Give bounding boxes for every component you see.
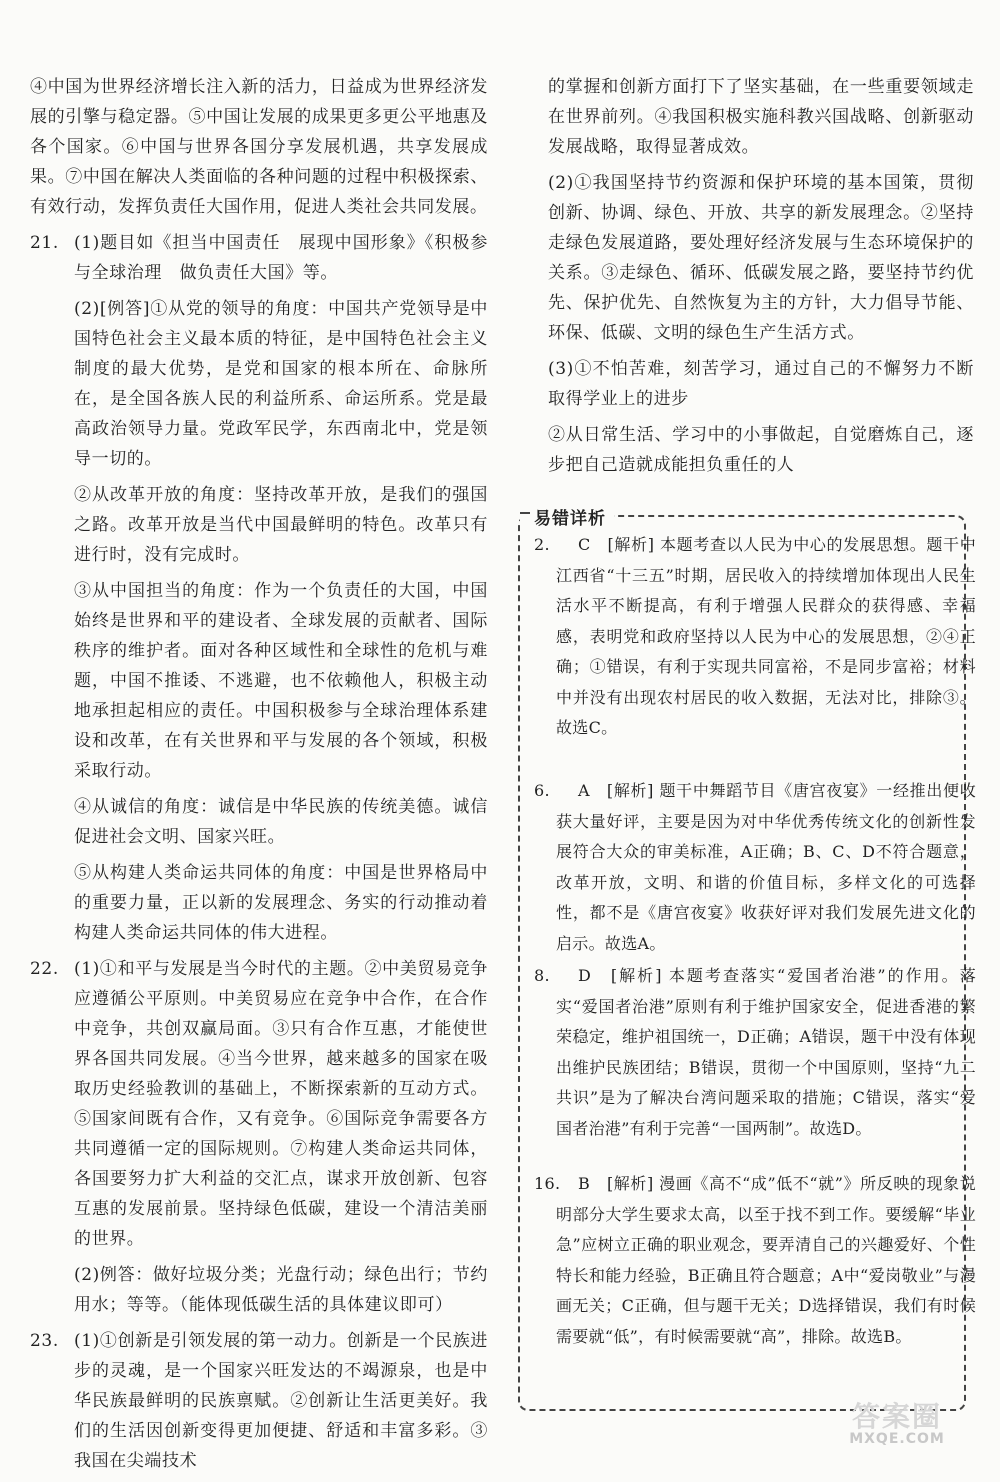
q21-part3: ②从改革开放的角度：坚持改革开放，是我们的强国之路。改革开放是当代中国最鲜明的特色。改革只有进行时，没有完成时。 [74, 485, 488, 565]
q23-part3: (3)①不怕苦难，刻苦学习，通过自己的不懈努力不断取得学业上的进步 [548, 359, 974, 409]
question-22 [30, 954, 488, 1320]
q21-part5: ④从诚信的角度：诚信是中华民族的传统美德。诚信促进社会文明、国家兴旺。 [74, 797, 488, 847]
q23-part1 [30, 1326, 488, 1476]
answer-number: 2. [534, 535, 550, 554]
q21-part1 [30, 228, 488, 288]
right-column [548, 72, 974, 486]
left-column [30, 72, 488, 1482]
q21-part4: ③从中国担当的角度：作为一个负责任的大国，中国始终是世界和平的建设者、全球发展的贡献者、国际秩序的维护者。面对各种区域性和全球性的危机与难题，中国不推诿、不逃避，也不依赖他人，积极主动地承担起相应的责任。中国积极参与全球治理体系建设和改革，在有关世界和平与发展的各个领域，积极采取行动。 [74, 581, 488, 781]
answer-text: C [解析] 本题考查以人民为中心的发展思想。题干中江西省“十三五”时期，居民收入的持续增加体现出人民生活水平不断提高，有利于增强人民群众的获得感、幸福感，表明党和政府坚持以人民为中心的发展思想，②④正确；①错误，有利于实现共同富裕，不是同步富裕；材料中并没有出现农村居民的收入数据，无法对比，排除③。故选C。 [556, 535, 976, 737]
q23-part1-text: (1)①创新是引领发展的第一动力。创新是一个民族进步的灵魂，是一个国家兴旺发达的不竭源泉，也是中华民族最鲜明的民族禀赋。②创新让生活更美好。我们的生活因创新变得更加便捷、舒适和丰富多彩。③我国在尖端技术 [74, 1331, 488, 1471]
q21-part1-text: (1)题目如《担当中国责任 展现中国形象》《积极参与全球治理 做负责任大国》等。 [74, 233, 488, 283]
q23-part3-item2: ②从日常生活、学习中的小事做起，自觉磨炼自己，逐步把自己造就成能担负重任的人 [548, 425, 974, 475]
answer-item-16 [534, 1169, 976, 1352]
q21-number: 21. [30, 233, 59, 253]
answer-number: 6. [534, 781, 550, 800]
q22-part1-text: (1)①和平与发展是当今时代的主题。②中美贸易竞争应遵循公平原则。中美贸易应在竞争中合作，在合作中竞争，共创双赢局面。③只有合作互惠，才能使世界各国共同发展。④当今世界，越来越多的国家在吸取历史经验教训的基础上，不断探索新的互动方式。⑤国家间既有合作，又有竞争。⑥国际竞争需要各方共同遵循一定的国际规则。⑦构建人类命运共同体，各国要努力扩大利益的交汇点，谋求开放创新、包容互惠的发展前景。坚持绿色低碳，建设一个清洁美丽的世界。 [74, 959, 488, 1249]
answer-text: D [解析] 本题考查落实“爱国者治港”的作用。落实“爱国者治港”原则有利于维护国家安全，促进香港的繁荣稳定，维护祖国统一，D正确；A错误，题干中没有体现出维护民族团结；B错误，贯彻一个中国原则，坚持“九二共识”是为了解决台湾问题采取的措施；C错误，落实“爱国者治港”有利于完善“一国两制”。故选D。 [556, 966, 976, 1138]
watermark-logo [822, 1395, 972, 1445]
q22-part1 [30, 954, 488, 1254]
answer-item-2 [534, 530, 976, 744]
q22-part2: (2)例答：做好垃圾分类；光盘行动；绿色出行；节约用水；等等。（能体现低碳生活的具体建议即可） [74, 1265, 488, 1315]
q23-continued: 的掌握和创新方面打下了坚实基础，在一些重要领域走在世界前列。④我国积极实施科教兴国战略、创新驱动发展战略，取得显著成效。 [548, 77, 974, 157]
q23-part2: (2)①我国坚持节约资源和保护环境的基本国策，贯彻创新、协调、绿色、开放、共享的新发展理念。②坚持走绿色发展道路，要处理好经济发展与生态环境保护的关系。③走绿色、循环、低碳发展之路，要坚持节约优先、保护优先、自然恢复为主的方针，大力倡导节能、环保、低碳、文明的绿色生产生活方式。 [548, 173, 974, 343]
answer-text: B [解析] 漫画《高不“成”低不“就”》所反映的现象说明部分大学生要求太高，以至于找不到工作。要缓解“毕业急”应树立正确的职业观念，要弄清自己的兴趣爱好、个性特长和能力经验，B正确且符合题意；A中“爱岗敬业”与漫画无关；C正确，但与题干无关；D选择错误，我们有时候需要就“低”，有时候需要就“高”，排除。故选B。 [556, 1174, 976, 1346]
answer-number: 16. [534, 1174, 561, 1193]
answer-item-6 [534, 776, 976, 959]
watermark-logo-text: 答案圈 [851, 1400, 942, 1433]
intro-paragraph: ④中国为世界经济增长注入新的活力，日益成为世界经济发展的引擎与稳定器。⑤中国让发展的成果更多更公平地惠及各个国家。⑥中国与世界各国分享发展机遇，共享发展成果。⑦中国在解决人类面临的各种问题的过程中积极探索、有效行动，发挥负责任大国作用，促进人类社会共同发展。 [30, 77, 488, 217]
error-analysis-title: 易错详析 [520, 504, 614, 529]
answer-text: A [解析] 题干中舞蹈节目《唐宫夜宴》一经推出便收获大量好评，主要是因为对中华优秀传统文化的创新性发展符合大众的审美标准，A正确；B、C、D不符合题意，改革开放，文明、和谐的价值目标，多样文化的可选择性，都不是《唐宫夜宴》收获好评对我们发展先进文化的启示。故选A。 [556, 781, 976, 953]
question-23 [30, 1326, 488, 1476]
q23-number: 23. [30, 1331, 59, 1351]
answer-item-8 [534, 961, 976, 1144]
answer-number: 8. [534, 966, 550, 985]
watermark-url: MXQE.COM [849, 1431, 945, 1447]
q22-number: 22. [30, 959, 59, 979]
q21-part2: (2)[例答]①从党的领导的角度：中国共产党领导是中国特色社会主义最本质的特征，是中国特色社会主义制度的最大优势，是党和国家的根本所在、命脉所在，是全国各族人民的利益所系、命运所系。党是最高政治领导力量。党政军民学，东西南北中，党是领导一切的。 [74, 299, 488, 469]
question-21 [30, 228, 488, 948]
q21-part6: ⑤从构建人类命运共同体的角度：中国是世界格局中的重要力量，正以新的发展理念、务实的行动推动着构建人类命运共同体的伟大进程。 [74, 863, 488, 943]
